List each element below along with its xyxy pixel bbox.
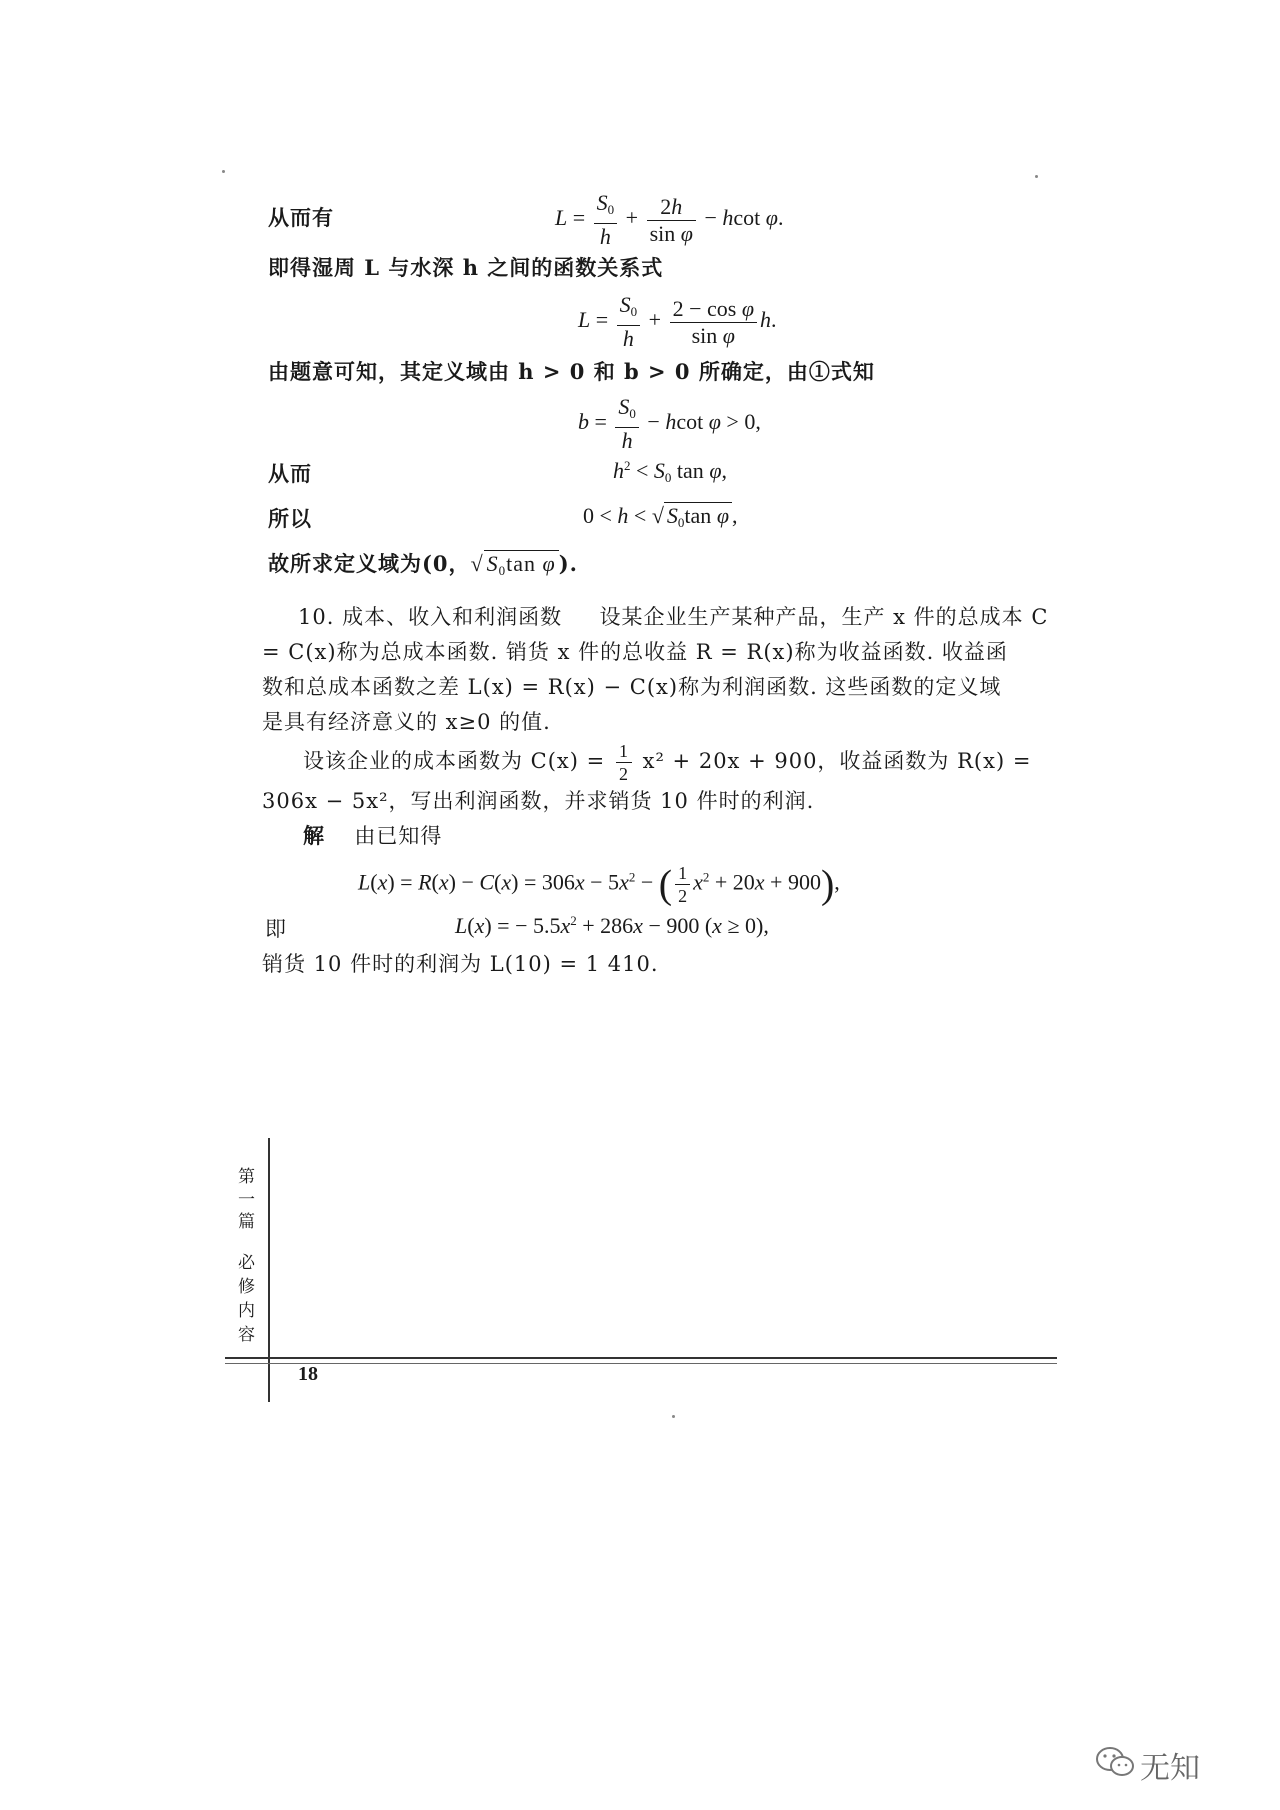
section-10-line-4: 是具有经济意义的 x≥0 的值.	[262, 710, 551, 734]
formula-h-squared: $h^2 < S_0$ tan φ,	[613, 458, 727, 485]
sidebar-char: 第	[238, 1167, 255, 1187]
formula-L-x: $L(x) = R(x) - C(x) = 306x - 5x^2$ − ( $\frac{1}{2}$ $x^2 + 20x + 900$),	[358, 861, 840, 907]
sidebar-char: 内	[238, 1301, 255, 1321]
formula-b: b = $\frac{S_0}{h}$ − hcot φ > 0,	[578, 394, 761, 453]
formula-h-range: 0 < h < √ $S_0\tan$ φ ,	[583, 503, 738, 530]
label-conghe-you: 从而有	[268, 205, 334, 230]
footer-rule-thin	[225, 1363, 1057, 1364]
sidebar-char: 一	[238, 1190, 255, 1210]
text-domain-condition: 由题意可知，其定义域由 h > 0 和 b > 0 所确定，由①式知	[268, 359, 875, 384]
problem-line-1: 设该企业的成本函数为 C(x) = $\frac{1}{2}$ x² + 20x + 900，收益函数为 R(x) =	[303, 741, 1032, 784]
section-10-line-3: 数和总成本函数之差 L(x) = R(x) − C(x)称为利润函数. 这些函数的定义域	[262, 675, 1002, 699]
section-10-title: 10. 成本、收入和利润函数	[298, 605, 563, 629]
sidebar-char: 修	[238, 1277, 255, 1297]
sidebar-char: 篇	[238, 1212, 255, 1232]
page-number: 18	[298, 1363, 318, 1385]
final-answer: 销货 10 件时的利润为 L(10) = 1 410.	[262, 952, 659, 976]
formula-L-2: L = $\frac{S_0}{h}$ + $\frac{\text{2 − cos φ}}{\text{sin φ}}$ h.	[578, 292, 777, 351]
wechat-icon	[1095, 1745, 1135, 1779]
section-10-line-2: = C(x)称为总成本函数. 销货 x 件的总收益 R = R(x)称为收益函数. 收益函	[262, 640, 1008, 664]
label-ji: 即	[265, 917, 287, 941]
text-domain-result: 故所求定义域为(0，√ $S_0\tan$ φ ).	[268, 551, 578, 578]
label-conger: 从而	[268, 461, 312, 486]
solution-header: 解 由已知得	[303, 823, 443, 848]
text-wet-perimeter: 即得湿周 L 与水深 h 之间的函数关系式	[268, 255, 664, 280]
section-10-line-1: 10. 成本、收入和利润函数 设某企业生产某种产品，生产 x 件的总成本 C	[298, 605, 1049, 629]
watermark-text: 无知	[1140, 1751, 1200, 1786]
sidebar-char: 必	[238, 1253, 255, 1273]
problem-line-2: 306x − 5x²，写出利润函数，并求销货 10 件时的利润.	[262, 789, 815, 813]
formula-L-1: L = $\frac{S_0}{h}$ + $\frac{2h}{\text{sin φ}}$ − hcot φ.	[555, 190, 784, 249]
solution-label: 解	[303, 823, 325, 848]
label-suoyi: 所以	[268, 506, 312, 531]
footer-rule	[225, 1357, 1057, 1359]
sidebar-char: 容	[238, 1325, 255, 1345]
formula-L-simplified: L(x) = − $5.5x^2 + 286x - 900$ (x ≥ 0),	[455, 913, 769, 938]
